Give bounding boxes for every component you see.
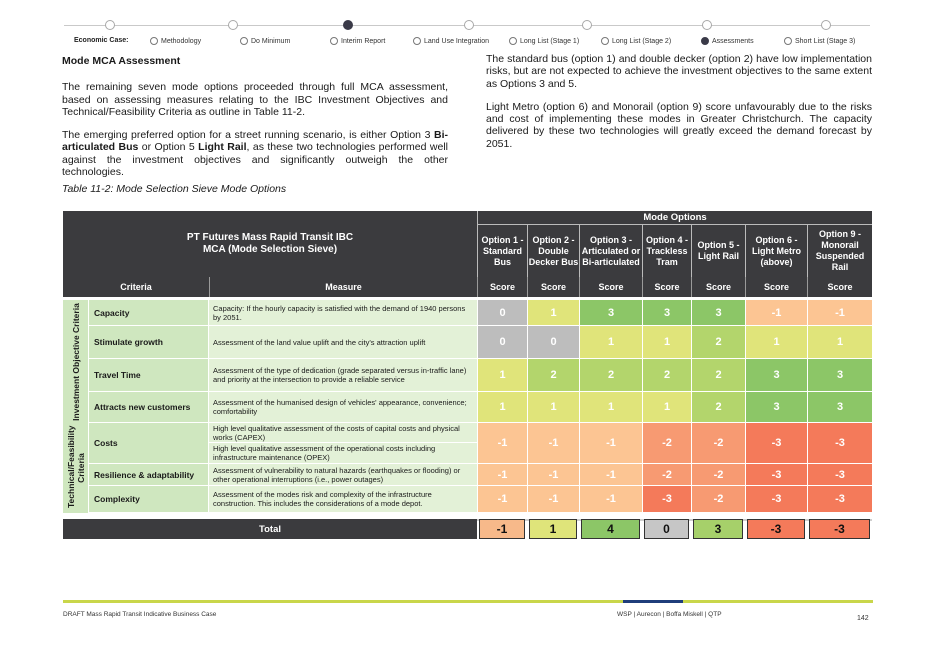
score-cell: -1 xyxy=(477,423,527,464)
score-cell: 1 xyxy=(807,326,872,359)
stepper-step-label: Short List (Stage 3) xyxy=(795,37,856,45)
category-label: Technical/Feasibility Criteria xyxy=(65,425,86,508)
category-investment-objective xyxy=(63,300,89,423)
score-cell: 3 xyxy=(745,392,807,423)
stepper-node xyxy=(105,20,115,30)
score-header: Score xyxy=(642,277,691,297)
measure-cell: Capacity: If the hourly capacity is satisfied with the demand of 1940 persons by 2051. xyxy=(209,300,477,326)
score-cell: -3 xyxy=(745,423,807,464)
stepper-step-label: Long List (Stage 1) xyxy=(520,37,580,45)
score-cell: -1 xyxy=(807,300,872,326)
criterion-cell: Complexity xyxy=(89,486,209,513)
table-title-line-1: PT Futures Mass Rapid Transit IBC xyxy=(186,232,354,243)
stepper-step-label: Long List (Stage 2) xyxy=(612,37,672,45)
measure-capex: High level qualitative assessment of the costs of capital costs and physical works (CAPEX) xyxy=(209,423,477,443)
criterion-cell: Capacity xyxy=(89,300,209,326)
stepper-node xyxy=(821,20,831,30)
measure-header: Measure xyxy=(209,277,477,297)
total-cell: -1 xyxy=(479,519,525,539)
economic-case-label: Economic Case: xyxy=(74,37,129,44)
score-cell: 2 xyxy=(642,359,691,392)
stepper-step[interactable] xyxy=(240,37,290,45)
total-cell: 3 xyxy=(693,519,743,539)
score-cell: 3 xyxy=(579,300,642,326)
mode-options-header: Mode Options xyxy=(477,211,872,225)
right-paragraph-2: Light Metro (option 6) and Monorail (option 9) score unfavourably due to the risks and cost of implementing these modes in Greater Christchurch. The capacity delivered by these two technologies will greatly exceed the demand forecast by 2051. xyxy=(486,100,872,150)
left-paragraph-2: The emerging preferred option for a street running scenario, is either Option 3 Bi-articulated Bus or Option 5 Light Rail, as these two technologies performed well against the investment objectives and significantly outweigh the other technologies. xyxy=(62,129,448,179)
score-cell: 1 xyxy=(579,326,642,359)
stepper-node xyxy=(582,20,592,30)
stepper-step-label: Methodology xyxy=(161,37,202,45)
option-header: Option 3 - Articulated or Bi-articulated xyxy=(579,225,642,277)
score-cell: -1 xyxy=(579,423,642,464)
left-paragraph-1: The remaining seven mode options proceeded through full MCA assessment, based on assessing measures relating to the IBC Investment Objectives and Technical/Feasibility Criteria as outline in Table 11-2. xyxy=(62,81,448,118)
option-header: Option 9 - Monorail Suspended Rail xyxy=(807,225,872,277)
score-cell: -1 xyxy=(745,300,807,326)
score-header: Score xyxy=(807,277,872,297)
measure-cell: Assessment of vulnerability to natural hazards (earthquakes or flooding) or other operational interruptions (i.e., power outages) xyxy=(209,464,477,486)
stepper-node xyxy=(228,20,238,30)
radio-icon xyxy=(701,37,709,45)
footer-document-title: DRAFT Mass Rapid Transit Indicative Business Case xyxy=(63,611,217,618)
score-header: Score xyxy=(477,277,527,297)
stepper-node xyxy=(702,20,712,30)
score-cell: 1 xyxy=(477,359,527,392)
score-cell: -2 xyxy=(642,464,691,486)
score-cell: -1 xyxy=(527,486,579,513)
score-cell: 3 xyxy=(807,392,872,423)
radio-icon xyxy=(330,37,338,45)
stepper-step[interactable] xyxy=(330,37,385,45)
total-cell: 4 xyxy=(581,519,640,539)
category-label: Investment Objective Criteria xyxy=(70,302,81,421)
score-cell: 2 xyxy=(527,359,579,392)
total-label: Total xyxy=(63,519,477,539)
score-header: Score xyxy=(527,277,579,297)
score-cell: -2 xyxy=(642,423,691,464)
score-cell: 3 xyxy=(807,359,872,392)
stepper-step-label: Land Use Integration xyxy=(424,37,489,45)
criterion-cell: Resilience & adaptability xyxy=(89,464,209,486)
score-cell: 1 xyxy=(527,300,579,326)
measure-cell: Assessment of the type of dedication (grade separated versus in-traffic lane) and priority at the intersection to provide a reliable service xyxy=(209,359,477,392)
footer-rule-green xyxy=(63,600,623,603)
option-header: Option 2 - Double Decker Bus xyxy=(527,225,579,277)
score-cell: 0 xyxy=(477,300,527,326)
score-cell: -1 xyxy=(477,464,527,486)
stepper-step-label: Interim Report xyxy=(341,37,386,45)
score-cell: -1 xyxy=(477,486,527,513)
mca-table xyxy=(63,211,872,541)
option-header: Option 6 - Light Metro (above) xyxy=(745,225,807,277)
measure-cell: Assessment of the humanised design of vehicles' appearance, convenience; comfortability xyxy=(209,392,477,423)
radio-icon xyxy=(413,37,421,45)
radio-icon xyxy=(150,37,158,45)
category-technical-feasibility xyxy=(63,423,89,513)
footer-rule-green-right xyxy=(683,600,873,603)
measure-cell xyxy=(209,423,477,464)
score-cell: 1 xyxy=(477,392,527,423)
score-cell: 2 xyxy=(691,326,745,359)
stepper-labels xyxy=(64,37,870,49)
score-cell: 0 xyxy=(477,326,527,359)
radio-icon xyxy=(601,37,609,45)
stepper-step-label: Assessments xyxy=(712,37,754,45)
score-header: Score xyxy=(745,277,807,297)
stepper-step[interactable] xyxy=(150,37,201,45)
total-cell: -3 xyxy=(747,519,805,539)
total-cell: 1 xyxy=(529,519,577,539)
stepper-step[interactable] xyxy=(784,37,855,45)
section-heading: Mode MCA Assessment xyxy=(62,55,181,67)
criterion-cell: Stimulate growth xyxy=(89,326,209,359)
score-cell: 1 xyxy=(642,326,691,359)
score-cell: -3 xyxy=(745,464,807,486)
score-cell: -2 xyxy=(691,464,745,486)
score-cell: -3 xyxy=(745,486,807,513)
criterion-cell: Costs xyxy=(89,423,209,464)
table-title-line-2: MCA (Mode Selection Sieve) xyxy=(202,244,338,255)
score-cell: -2 xyxy=(691,423,745,464)
radio-icon xyxy=(240,37,248,45)
score-cell: -1 xyxy=(527,464,579,486)
score-cell: -3 xyxy=(807,423,872,464)
radio-icon xyxy=(509,37,517,45)
measure-opex: High level qualitative assessment of the operational costs including infrastructure maintenance (OPEX) xyxy=(213,444,436,462)
score-cell: 2 xyxy=(691,392,745,423)
measure-cell: Assessment of the modes risk and complexity of the infrastructure construction. This includes the considerations of a mode depot. xyxy=(209,486,477,513)
score-cell: -3 xyxy=(642,486,691,513)
score-cell: -1 xyxy=(579,486,642,513)
score-cell: 2 xyxy=(691,359,745,392)
score-cell: -3 xyxy=(807,486,872,513)
stepper-step-label: Do Minimum xyxy=(251,37,291,45)
stepper-node xyxy=(464,20,474,30)
score-cell: 3 xyxy=(691,300,745,326)
right-column xyxy=(486,53,872,161)
stepper-step[interactable] xyxy=(509,37,579,45)
score-cell: 1 xyxy=(745,326,807,359)
total-cell: 0 xyxy=(644,519,689,539)
score-cell: -3 xyxy=(807,464,872,486)
table-title xyxy=(63,211,477,277)
footer-partners: WSP | Aurecon | Boffa Miskell | QTP xyxy=(617,611,722,618)
option-header: Option 5 - Light Rail xyxy=(691,225,745,277)
stepper-step[interactable] xyxy=(701,37,754,45)
score-cell: -1 xyxy=(579,464,642,486)
footer-rule-blue xyxy=(623,600,683,603)
right-paragraph-1: The standard bus (option 1) and double decker (option 2) have low implementation risks, but are not expected to achieve the investment objectives to the same extent as Options 3 and 5. xyxy=(486,53,872,90)
score-cell: 1 xyxy=(579,392,642,423)
score-header: Score xyxy=(691,277,745,297)
measure-cell: Assessment of the land value uplift and the city's attraction uplift xyxy=(209,326,477,359)
score-cell: 0 xyxy=(527,326,579,359)
option-header: Option 4 - Trackless Tram xyxy=(642,225,691,277)
score-cell: -2 xyxy=(691,486,745,513)
stepper-step[interactable] xyxy=(413,37,489,45)
radio-icon xyxy=(784,37,792,45)
stepper-step[interactable] xyxy=(601,37,671,45)
score-cell: -1 xyxy=(527,423,579,464)
total-cell: -3 xyxy=(809,519,870,539)
page-number: 142 xyxy=(857,615,869,622)
score-cell: 1 xyxy=(527,392,579,423)
criterion-cell: Travel Time xyxy=(89,359,209,392)
score-cell: 2 xyxy=(579,359,642,392)
left-column xyxy=(62,55,448,189)
option-header: Option 1 - Standard Bus xyxy=(477,225,527,277)
criteria-header: Criteria xyxy=(63,277,209,297)
table-caption: Table 11-2: Mode Selection Sieve Mode Options xyxy=(62,183,287,195)
score-cell: 3 xyxy=(745,359,807,392)
score-cell: 3 xyxy=(642,300,691,326)
score-header: Score xyxy=(579,277,642,297)
score-cell: 1 xyxy=(642,392,691,423)
stepper-node xyxy=(343,20,353,30)
criterion-cell: Attracts new customers xyxy=(89,392,209,423)
